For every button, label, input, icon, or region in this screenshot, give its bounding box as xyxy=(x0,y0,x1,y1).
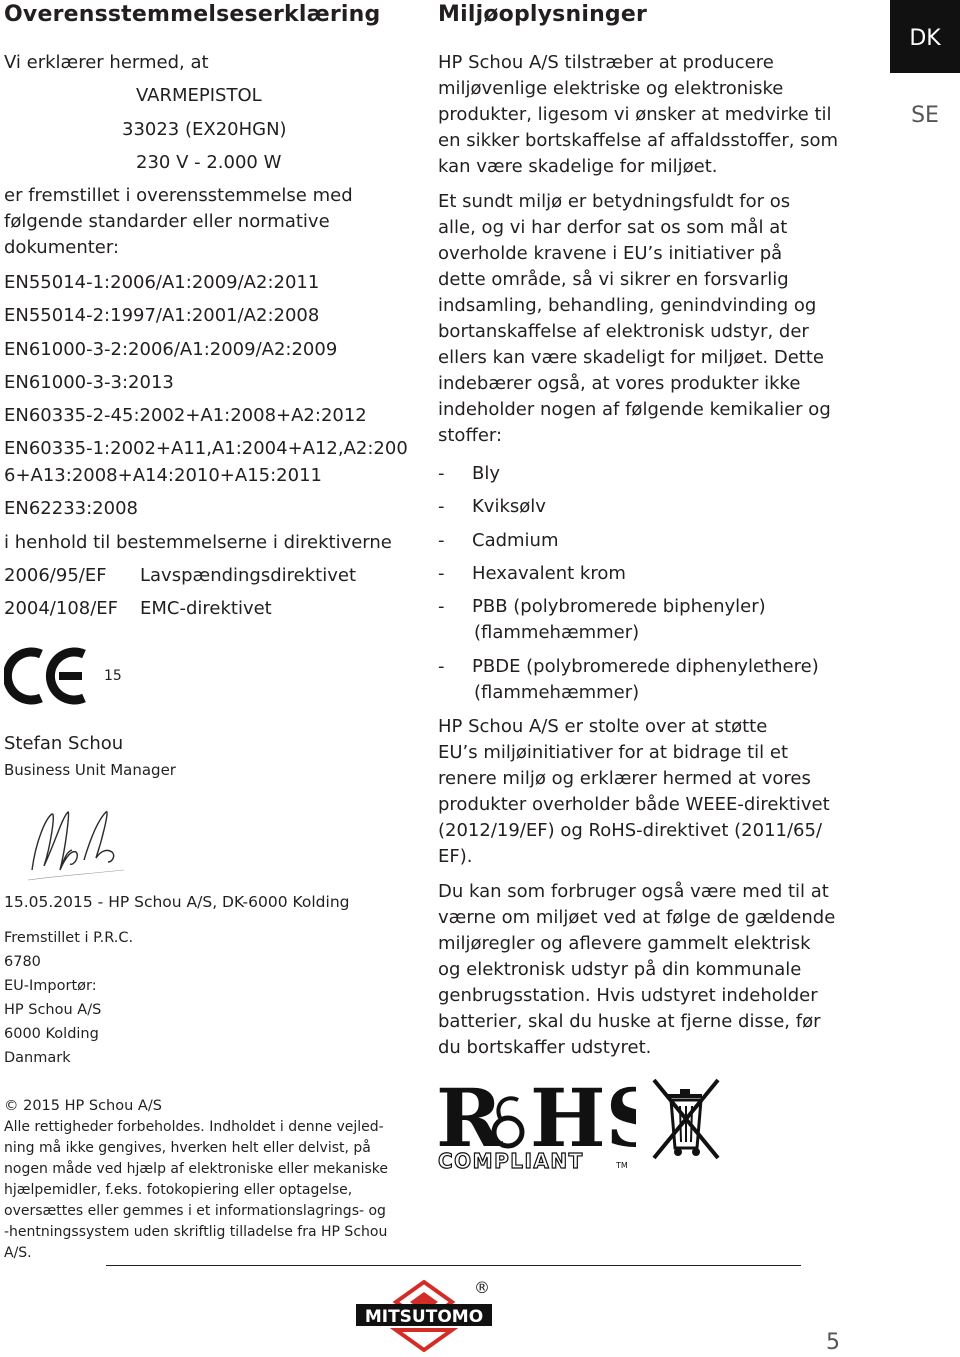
declaration-heading: Overensstemmelseserklæring xyxy=(4,2,381,27)
product-power: 230 V - 2.000 W xyxy=(136,152,282,173)
signer-title: Business Unit Manager xyxy=(4,761,176,779)
rights-line: Alle rettigheder forbeholdes. Indholdet i denne vejled- xyxy=(4,1119,384,1135)
list-dash: - xyxy=(438,596,445,617)
substance-list xyxy=(438,461,819,714)
substance-name: Hexavalent krom xyxy=(472,563,626,584)
paragraph-line: værne om miljøet ved at følge de gældende xyxy=(438,907,836,928)
substance-name: Kviksølv xyxy=(472,496,546,517)
standard-item: EN62233:2008 xyxy=(4,498,138,519)
ce-mark-icon xyxy=(4,644,88,708)
manufacturer-line: Danmark xyxy=(4,1050,71,1066)
copyright-text: 2015 HP Schou A/S xyxy=(23,1098,162,1114)
substance-note: (flammehæmmer) xyxy=(474,622,640,643)
directive-code: 2006/95/EF xyxy=(4,565,107,586)
environment-paragraph-1 xyxy=(438,50,838,180)
tab-se[interactable]: SE xyxy=(911,103,939,128)
list-item xyxy=(438,528,819,561)
copyright-icon: © xyxy=(4,1098,19,1114)
rights-line: -hentningssystem uden skriftlig tilladelse fra HP Schou xyxy=(4,1224,388,1240)
directive-code: 2004/108/EF xyxy=(4,598,119,619)
standard-item: EN60335-2-45:2002+A1:2008+A2:2012 xyxy=(4,405,367,426)
svg-text:TM: TM xyxy=(616,1161,628,1170)
standard-item: EN61000-3-2:2006/A1:2009/A2:2009 xyxy=(4,339,338,360)
mitsutomo-logo-text: MITSUTOMO xyxy=(364,1307,484,1327)
paragraph-line: alle, og vi har derfor sat os som mål at xyxy=(438,217,788,238)
paragraph-line: indsamling, behandling, genindvinding og xyxy=(438,295,817,316)
substance-note: (flammehæmmer) xyxy=(474,682,640,703)
paragraph-line: miljøvenlige elektriske og elektroniske xyxy=(438,78,784,99)
paragraph-line: genbrugsstation. Hvis udstyret indeholder xyxy=(438,985,818,1006)
paragraph-line: HP Schou A/S er stolte over at støtte xyxy=(438,716,768,737)
signer-name: Stefan Schou xyxy=(4,733,124,754)
paragraph-line: batterier, skal du huske at fjerne disse, før xyxy=(438,1011,821,1032)
substance-name: Bly xyxy=(472,463,501,484)
paragraph-line: produkter, ligesom vi ønsker at medvirke til xyxy=(438,104,832,125)
declaration-intro: Vi erklærer hermed, at xyxy=(4,52,209,73)
environment-paragraph-2 xyxy=(438,189,831,449)
svg-text:COMPLIANT: COMPLIANT xyxy=(438,1149,584,1172)
list-dash: - xyxy=(438,563,445,584)
product-name: VARMEPISTOL xyxy=(136,85,262,106)
directives-intro: i henhold til bestemmelserne i direktiverne xyxy=(4,532,392,553)
signature-image xyxy=(26,800,126,884)
paragraph-line: renere miljø og erklærer hermed at vores xyxy=(438,768,811,789)
paragraph-line: (2012/19/EF) og RoHS-direktivet (2011/65/ xyxy=(438,820,823,841)
standard-item: EN55014-2:1997/A1:2001/A2:2008 xyxy=(4,305,320,326)
paragraph-line: EF). xyxy=(438,846,473,867)
list-dash: - xyxy=(438,463,445,484)
conformity-line: dokumenter: xyxy=(4,237,120,258)
manufacturer-line: EU-Importør: xyxy=(4,978,97,994)
copyright-line xyxy=(4,1094,162,1118)
ce-year: 15 xyxy=(104,668,122,684)
page-number: 5 xyxy=(826,1330,840,1355)
list-item xyxy=(438,461,819,494)
manufacturer-line: HP Schou A/S xyxy=(4,1002,102,1018)
standard-item: EN55014-1:2006/A1:2009/A2:2011 xyxy=(4,272,320,293)
rights-line: hjælpemidler, f.eks. fotokopiering eller optagelse, xyxy=(4,1182,353,1198)
environment-heading: Miljøoplysninger xyxy=(438,2,648,27)
rights-notice xyxy=(4,1117,388,1264)
paragraph-line: Et sundt miljø er betydningsfuldt for os xyxy=(438,191,791,212)
date-place: 15.05.2015 - HP Schou A/S, DK-6000 Kolding xyxy=(4,893,350,911)
conformity-text xyxy=(4,183,353,261)
paragraph-line: produkter overholder både WEEE-direktivet xyxy=(438,794,830,815)
rohs-logo-icon xyxy=(436,1074,636,1172)
paragraph-line: du bortskaffer udstyret. xyxy=(438,1037,652,1058)
paragraph-line: EU’s miljøinitiativer for at bidrage til et xyxy=(438,742,789,763)
paragraph-line: overholde kravene i EU’s initiativer på xyxy=(438,243,783,264)
list-dash: - xyxy=(438,656,445,677)
conformity-line: følgende standarder eller normative xyxy=(4,211,330,232)
standard-item: EN60335-1:2002+A11,A1:2004+A12,A2:200 xyxy=(4,438,408,459)
paragraph-line: HP Schou A/S tilstræber at producere xyxy=(438,52,774,73)
paragraph-line: miljøregler og aflevere gammelt elektrisk xyxy=(438,933,811,954)
list-item xyxy=(438,594,819,654)
paragraph-line: en sikker bortskaffelse af affaldsstoffer, som xyxy=(438,130,839,151)
svg-text:R: R xyxy=(436,1074,503,1165)
manufacturer-info xyxy=(4,926,133,1070)
product-model: 33023 (EX20HGN) xyxy=(122,119,287,140)
paragraph-line: Du kan som forbruger også være med til at xyxy=(438,881,829,902)
rights-line: nogen måde ved hjælp af elektroniske eller mekaniske xyxy=(4,1161,388,1177)
rights-line: ning må ikke gengives, hverken helt eller delvist, på xyxy=(4,1140,371,1156)
weee-crossed-bin-icon xyxy=(650,1076,722,1162)
directive-name: EMC-direktivet xyxy=(140,598,272,619)
list-item xyxy=(438,561,819,594)
paragraph-line: og elektronisk udstyr på din kommunale xyxy=(438,959,802,980)
paragraph-line: ellers kan være skadeligt for miljøet. Dette xyxy=(438,347,824,368)
paragraph-line: indebærer også, at vores produkter ikke xyxy=(438,373,801,394)
paragraph-line: kan være skadelige for miljøet. xyxy=(438,156,718,177)
substance-name: PBB (polybromerede biphenyler) xyxy=(472,596,766,617)
registered-mark: ® xyxy=(474,1278,490,1297)
svg-text:HS: HS xyxy=(530,1074,636,1165)
directive-name: Lavspændingsdirektivet xyxy=(140,565,357,586)
environment-paragraph-4 xyxy=(438,879,835,1061)
mitsutomo-logo xyxy=(354,1280,494,1352)
substance-name: Cadmium xyxy=(472,530,559,551)
footer-divider xyxy=(106,1265,801,1266)
rights-line: A/S. xyxy=(4,1245,32,1261)
substance-name: PBDE (polybromerede diphenylethere) xyxy=(472,656,819,677)
paragraph-line: stoffer: xyxy=(438,425,503,446)
manufacturer-line: 6000 Kolding xyxy=(4,1026,99,1042)
standard-item: EN61000-3-3:2013 xyxy=(4,372,174,393)
list-dash: - xyxy=(438,496,445,517)
tab-dk[interactable]: DK xyxy=(890,0,960,73)
manufacturer-line: Fremstillet i P.R.C. xyxy=(4,930,134,946)
manufacturer-line: 6780 xyxy=(4,954,41,970)
rohs-compliant-logo xyxy=(436,1074,636,1172)
list-dash: - xyxy=(438,530,445,551)
rights-line: oversættes eller gemmes i et informationslagrings- og xyxy=(4,1203,386,1219)
list-item xyxy=(438,494,819,528)
paragraph-line: bortanskaffelse af elektronisk udstyr, der xyxy=(438,321,809,342)
conformity-line: er fremstillet i overensstemmelse med xyxy=(4,185,353,206)
environment-paragraph-3 xyxy=(438,714,830,870)
standard-item: 6+A13:2008+A14:2010+A15:2011 xyxy=(4,465,322,486)
mitsutomo-logo-icon xyxy=(354,1280,494,1352)
paragraph-line: indeholder nogen af følgende kemikalier og xyxy=(438,399,831,420)
paragraph-line: dette område, så vi sikrer en forsvarlig xyxy=(438,269,789,290)
list-item xyxy=(438,654,819,714)
